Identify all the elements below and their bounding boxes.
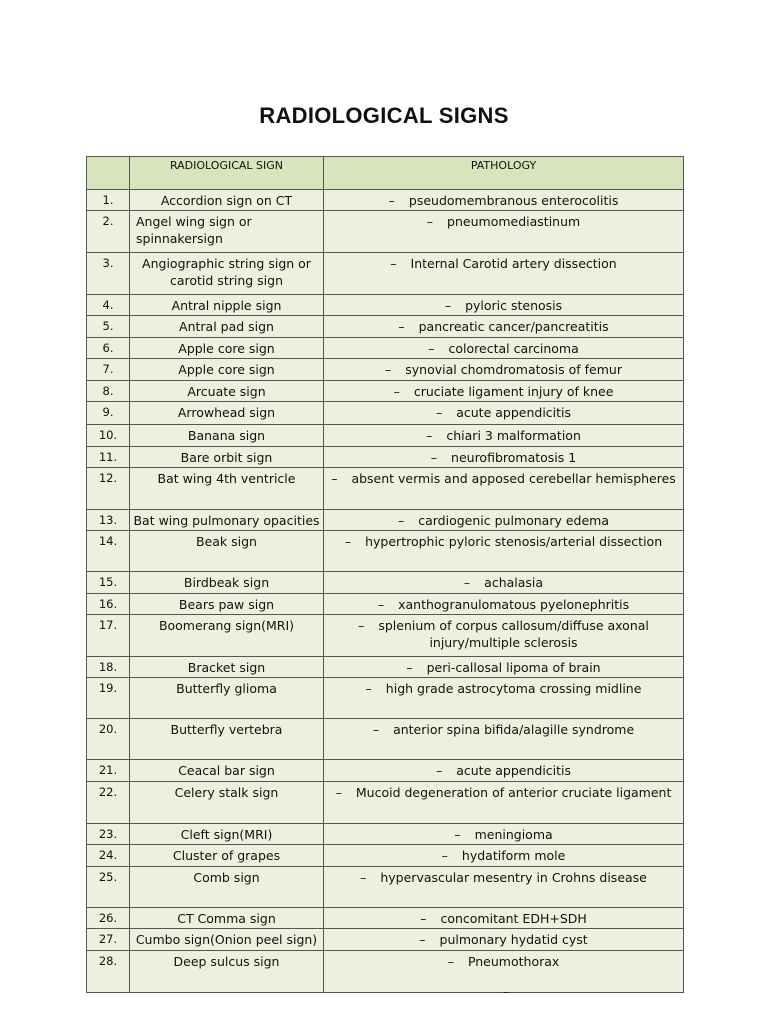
sign-name: Comb sign [130,867,324,908]
pathology-cell [324,359,684,381]
dash-marker: – [344,534,352,549]
sign-name: Beak sign [130,531,324,572]
pathology-text: neurofibromatosis 1 [451,450,577,465]
row-number: 16. [87,594,130,615]
sign-name: Bat wing 4th ventricle [130,468,324,510]
dash-marker: – [428,341,435,356]
table-row [87,381,684,402]
row-number: 8. [87,381,130,402]
dash-marker: – [454,827,461,842]
row-number: 22. [87,782,130,824]
pathology-cell [324,316,684,338]
row-number: 12. [87,468,130,510]
table-row [87,510,684,531]
dash-marker: – [406,660,413,675]
pathology-text: Mucoid degeneration of anterior cruciate ligament [355,785,672,800]
dash-marker: – [365,681,372,696]
trailing-dash: – [503,985,509,999]
pathology-cell [324,211,684,253]
table-row [87,845,684,867]
dash-marker: – [444,298,452,313]
table-row [87,719,684,760]
pathology-cell [324,531,684,572]
row-number: 4. [87,295,130,316]
pathology-text: xanthogranulomatous pyelonephritis [398,597,630,612]
table-row [87,316,684,338]
radiological-signs-table [86,156,684,993]
table-row [87,867,684,908]
table-row [87,572,684,594]
sign-name: Cleft sign(MRI) [130,824,324,845]
table-row [87,359,684,381]
pathology-text: achalasia [484,575,544,590]
dash-marker: – [435,763,443,778]
pathology-text: hypervascular mesentry in Crohns disease [380,870,647,885]
header-pathology: PATHOLOGY [324,157,684,190]
table-row [87,657,684,678]
sign-name: Angel wing sign or spinnakersign [130,211,324,253]
dash-marker: – [388,193,395,208]
sign-name: Cumbo sign(Onion peel sign) [130,929,324,951]
table-row [87,531,684,572]
pathology-text: Pneumothorax [467,954,560,969]
dash-marker: – [441,848,448,863]
table-row [87,190,684,211]
pathology-cell [324,425,684,447]
row-number: 10. [87,425,130,447]
row-number: 1. [87,190,130,211]
sign-name: Angiographic string sign or carotid string sign [130,253,324,295]
pathology-cell [324,615,684,657]
pathology-text: cardiogenic pulmonary edema [418,513,610,528]
table-row [87,338,684,359]
row-number: 7. [87,359,130,381]
sign-name: Bare orbit sign [130,447,324,468]
dash-marker: – [426,428,433,443]
table-row [87,295,684,316]
sign-name: Celery stalk sign [130,782,324,824]
pathology-cell [324,719,684,760]
pathology-cell [324,760,684,782]
pathology-cell [324,572,684,594]
table-row [87,678,684,719]
dash-marker: – [419,932,426,947]
sign-name: Boomerang sign(MRI) [130,615,324,657]
row-number: 9. [87,402,130,425]
pathology-cell [324,594,684,615]
pathology-text: pseudomembranous enterocolitis [408,193,619,208]
sign-name: Bracket sign [130,657,324,678]
row-number: 20. [87,719,130,760]
dash-marker: – [447,954,454,969]
table-row [87,929,684,951]
pathology-text: hydatiform mole [461,848,566,863]
pathology-text: pulmonary hydatid cyst [439,932,588,947]
pathology-text: pneumomediastinum [447,214,581,229]
pathology-cell [324,253,684,295]
row-number: 19. [87,678,130,719]
table-row [87,468,684,510]
table-row [87,908,684,929]
pathology-text: cruciate ligament injury of knee [413,384,614,399]
sign-name: Accordion sign on CT [130,190,324,211]
dash-marker: – [385,362,392,377]
dash-marker: – [397,513,405,528]
pathology-cell [324,678,684,719]
dash-marker: – [398,319,405,334]
sign-name: Butterfly vertebra [130,719,324,760]
table-row [87,951,684,993]
row-number: 27. [87,929,130,951]
header-number [87,157,130,190]
sign-name: Birdbeak sign [130,572,324,594]
row-number: 3. [87,253,130,295]
row-number: 24. [87,845,130,867]
dash-marker: – [331,471,338,486]
pathology-text: high grade astrocytoma crossing midline [385,681,642,696]
row-number: 26. [87,908,130,929]
sign-name: Banana sign [130,425,324,447]
pathology-cell [324,447,684,468]
row-number: 25. [87,867,130,908]
pathology-text: Internal Carotid artery dissection [410,256,617,271]
dash-marker: – [360,870,367,885]
pathology-text: acute appendicitis [456,405,572,420]
row-number: 5. [87,316,130,338]
row-number: 21. [87,760,130,782]
sign-name: Deep sulcus sign [130,951,324,993]
row-number: 11. [87,447,130,468]
page-title: RADIOLOGICAL SIGNS [259,103,509,128]
pathology-text: anterior spina bifida/alagille syndrome [393,722,635,737]
row-number: 15. [87,572,130,594]
table-row [87,782,684,824]
dash-marker: – [393,384,400,399]
pathology-text: synovial chomdromatosis of femur [405,362,622,377]
pathology-cell [324,824,684,845]
pathology-text: meningioma [474,827,553,842]
table-row [87,402,684,425]
sign-name: Ceacal bar sign [130,760,324,782]
row-number: 23. [87,824,130,845]
sign-name: Arcuate sign [130,381,324,402]
dash-marker: – [372,722,380,737]
table-row [87,594,684,615]
table-row [87,211,684,253]
sign-name: Butterfly glioma [130,678,324,719]
table-row [87,760,684,782]
pathology-text: pyloric stenosis [465,298,563,313]
dash-marker: – [426,214,434,229]
table-row [87,447,684,468]
row-number: 6. [87,338,130,359]
dash-marker: – [358,618,365,633]
row-number: 17. [87,615,130,657]
pathology-text: splenium of corpus callosum/diffuse axonal injury/multiple sclerosis [378,618,649,650]
sign-name: Apple core sign [130,359,324,381]
table-row [87,824,684,845]
pathology-cell [324,908,684,929]
pathology-text: peri-callosal lipoma of brain [426,660,601,675]
sign-name: Bat wing pulmonary opacities [130,510,324,531]
pathology-text: colorectal carcinoma [448,341,579,356]
pathology-text: pancreatic cancer/pancreatitis [418,319,609,334]
pathology-text: chiari 3 malformation [446,428,581,443]
sign-name: Bears paw sign [130,594,324,615]
pathology-cell [324,190,684,211]
pathology-text: absent vermis and apposed cerebellar hemispheres [351,471,676,486]
row-number: 13. [87,510,130,531]
pathology-cell [324,929,684,951]
pathology-cell [324,338,684,359]
pathology-cell [324,468,684,510]
pathology-cell [324,657,684,678]
row-number: 2. [87,211,130,253]
pathology-text: concomitant EDH+SDH [440,911,587,926]
dash-marker: – [390,256,397,271]
pathology-cell [324,295,684,316]
dash-marker: – [430,450,438,465]
pathology-cell [324,867,684,908]
pathology-cell [324,402,684,425]
pathology-text: acute appendicitis [456,763,572,778]
pathology-cell [324,381,684,402]
dash-marker: – [435,405,443,420]
row-number: 14. [87,531,130,572]
table-row [87,425,684,447]
sign-name: Cluster of grapes [130,845,324,867]
sign-name: CT Comma sign [130,908,324,929]
sign-name: Arrowhead sign [130,402,324,425]
pathology-text: hypertrophic pyloric stenosis/arterial dissection [365,534,663,549]
row-number: 28. [87,951,130,993]
dash-marker: – [420,911,427,926]
sign-name: Apple core sign [130,338,324,359]
row-number: 18. [87,657,130,678]
dash-marker: – [335,785,342,800]
table-row [87,615,684,657]
pathology-cell [324,845,684,867]
dash-marker: – [463,575,471,590]
header-sign: RADIOLOGICAL SIGN [130,157,324,190]
pathology-cell [324,510,684,531]
sign-name: Antral nipple sign [130,295,324,316]
table-row [87,253,684,295]
table-header-row [87,157,684,190]
dash-marker: – [377,597,385,612]
sign-name: Antral pad sign [130,316,324,338]
pathology-cell [324,782,684,824]
